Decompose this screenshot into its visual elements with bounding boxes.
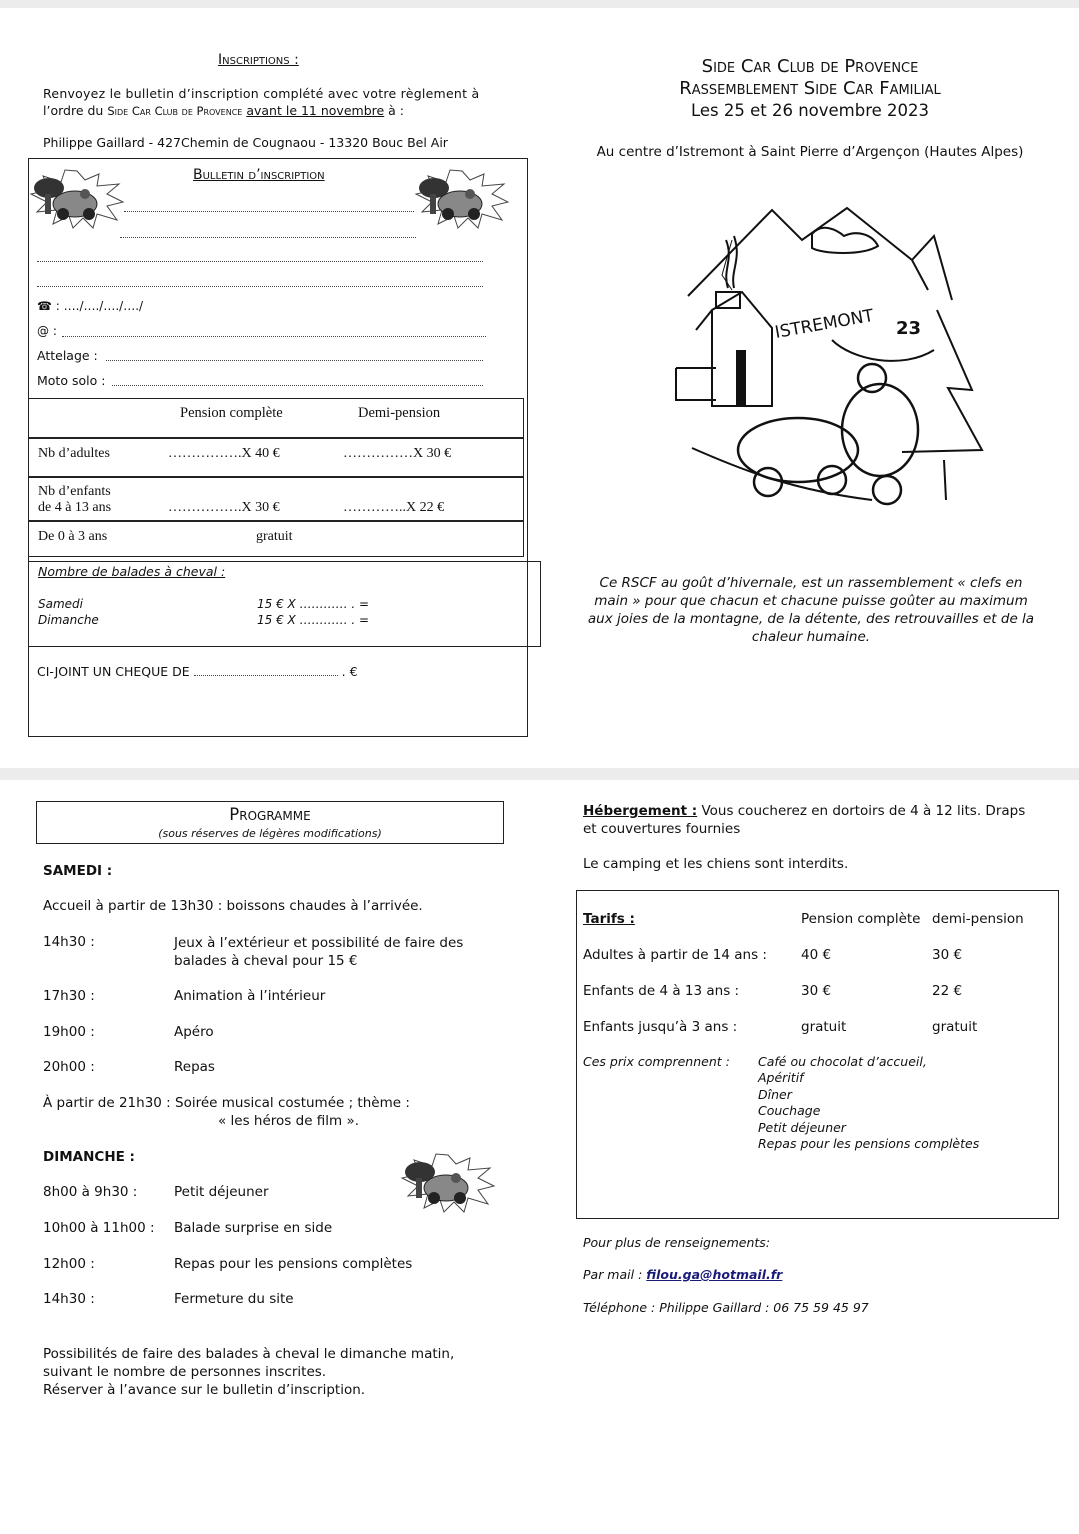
sunday-time: 8h00 à 9h30 : xyxy=(43,1184,138,1200)
contact-phone-label: Téléphone : xyxy=(583,1300,656,1315)
tarifs-includes-list xyxy=(758,1054,979,1152)
contact-mail-link[interactable]: filou.ga@hotmail.fr xyxy=(646,1267,783,1282)
cheque-currency: . € xyxy=(341,664,358,679)
adults-full-field[interactable]: …………….X 40 € xyxy=(168,446,280,461)
sidecar-logo-icon xyxy=(27,166,127,232)
children-label xyxy=(38,484,111,516)
hebergement-text2: et couvertures fournies xyxy=(583,821,741,837)
phone-icon: ☎ xyxy=(37,299,52,313)
cheque-line xyxy=(37,664,358,679)
firstname-field[interactable] xyxy=(120,228,416,238)
evening-line2: « les héros de film ». xyxy=(218,1113,360,1129)
col-full-header: Pension complète xyxy=(180,405,283,421)
saturday-welcome: Accueil à partir de 13h30 : boissons chaudes à l’arrivée. xyxy=(43,898,423,914)
programme-note-line1: Possibilités de faire des balades à cheval le dimanche matin, xyxy=(43,1346,455,1362)
club-name: Side Car Club de Provence xyxy=(701,56,919,77)
programme-subtitle: (sous réserves de légères modifications) xyxy=(158,827,382,840)
hebergement-label: Hébergement : xyxy=(583,803,698,819)
inscriptions-line2 xyxy=(43,103,404,118)
email-field[interactable] xyxy=(62,327,486,337)
saturday-activity: Animation à l’intérieur xyxy=(174,988,326,1004)
col-half-header: Demi-pension xyxy=(358,405,441,421)
inscriptions-line2-prefix: l’ordre du xyxy=(43,103,104,118)
inscriptions-line1: Renvoyez le bulletin d’inscription complété avec votre règlement à xyxy=(43,86,480,101)
inscriptions-deadline: avant le 11 novembre xyxy=(246,103,385,118)
tarifs-row-label: Enfants jusqu’à 3 ans : xyxy=(583,1019,738,1035)
istremont-illustration-icon xyxy=(672,200,992,506)
tarifs-row-label: Enfants de 4 à 13 ans : xyxy=(583,983,740,999)
programme-title: Programme xyxy=(229,805,311,824)
address-field[interactable] xyxy=(37,252,483,262)
moto-field[interactable] xyxy=(112,376,483,386)
children-full-field[interactable]: …………….X 30 € xyxy=(168,500,280,515)
tarifs-row-full: gratuit xyxy=(801,1019,847,1035)
horse-sunday-label: Dimanche xyxy=(38,613,99,627)
inscriptions-line2-suffix: à : xyxy=(388,103,405,118)
tarifs-includes-label: Ces prix comprennent : xyxy=(583,1054,730,1069)
cheque-label: CI-JOINT UN CHEQUE DE xyxy=(37,664,190,679)
sidecar-logo-icon xyxy=(412,166,512,232)
adults-half-field[interactable]: ……………X 30 € xyxy=(343,446,452,461)
programme-note-line2: suivant le nombre de personnes inscrites. xyxy=(43,1364,327,1380)
sunday-activity: Fermeture du site xyxy=(174,1291,294,1307)
contact-mail-line xyxy=(583,1267,782,1282)
evening-line1: À partir de 21h30 : Soirée musical costumée ; thème : xyxy=(43,1095,410,1111)
event-name: Rassemblement Side Car Familial xyxy=(679,78,941,99)
sidecar-logo-icon xyxy=(398,1150,498,1216)
horse-title: Nombre de balades à cheval : xyxy=(38,564,226,579)
saturday-time: 20h00 : xyxy=(43,1059,95,1075)
city-field[interactable] xyxy=(37,277,483,287)
contact-info: Pour plus de renseignements: xyxy=(583,1235,771,1250)
saturday-activity xyxy=(174,934,463,970)
illustration-number: 23 xyxy=(896,318,922,339)
sunday-time: 12h00 : xyxy=(43,1256,95,1272)
moto-label: Moto solo : xyxy=(37,373,106,388)
tarifs-include-item: Café ou chocolat d’accueil, xyxy=(758,1054,927,1069)
attelage-label: Attelage : xyxy=(37,348,98,363)
contact-phone-line xyxy=(583,1300,869,1315)
sunday-activity: Balade surprise en side xyxy=(174,1220,333,1236)
illustration-label: ISTREMONT xyxy=(773,305,876,343)
sunday-activity: Petit déjeuner xyxy=(174,1184,269,1200)
name-field[interactable] xyxy=(124,202,414,212)
horse-saturday-field[interactable]: 15 € X ………… . = xyxy=(257,597,370,611)
inscriptions-club: Side Car Club de Provence xyxy=(107,104,243,118)
saturday-activity: Repas xyxy=(174,1059,215,1075)
hebergement-rules: Le camping et les chiens sont interdits. xyxy=(583,856,849,872)
tarifs-title: Tarifs : xyxy=(583,911,635,927)
tarifs-col-half: demi-pension xyxy=(932,911,1024,927)
adults-label: Nb d’adultes xyxy=(38,446,110,461)
phone-field[interactable]: : …./…./…./…./ xyxy=(55,299,144,313)
attelage-field[interactable] xyxy=(106,351,483,361)
tarifs-row-half: 30 € xyxy=(932,947,963,963)
email-label: @ : xyxy=(37,324,57,338)
hebergement-text1: Vous coucherez en dortoirs de 4 à 12 lits. Draps xyxy=(701,803,1026,819)
horse-sunday-field[interactable]: 15 € X ………… . = xyxy=(257,613,370,627)
saturday-activity-line2: balades à cheval pour 15 € xyxy=(174,953,358,969)
bulletin-title: Bulletin d’inscription xyxy=(193,167,325,183)
cheque-amount-field[interactable] xyxy=(194,666,338,676)
tarifs-row-half: gratuit xyxy=(932,1019,978,1035)
sunday-time: 10h00 à 11h00 : xyxy=(43,1220,155,1236)
tarifs-include-item: Repas pour les pensions complètes xyxy=(758,1136,980,1152)
programme-note xyxy=(43,1345,454,1399)
tarifs-include-item: Dîner xyxy=(758,1086,792,1102)
tarifs-include-item: Petit déjeuner xyxy=(758,1119,846,1135)
saturday-time: 17h30 : xyxy=(43,988,95,1004)
tarifs-include-item: Couchage xyxy=(758,1103,821,1119)
tarifs-row-label: Adultes à partir de 14 ans : xyxy=(583,947,767,963)
tarifs-row-full: 30 € xyxy=(801,983,832,999)
saturday-activity: Apéro xyxy=(174,1024,214,1040)
tarifs-row-full: 40 € xyxy=(801,947,832,963)
tarifs-include-item: Apéritif xyxy=(758,1070,804,1086)
infants-label: De 0 à 3 ans xyxy=(38,529,108,544)
children-label-line2: de 4 à 13 ans xyxy=(38,500,112,515)
children-half-field[interactable]: …………..X 22 € xyxy=(343,500,445,515)
inscriptions-address: Philippe Gaillard - 427Chemin de Cougnaou - 13320 Bouc Bel Air xyxy=(43,135,448,150)
phone-line xyxy=(37,299,143,313)
tarifs-row-half: 22 € xyxy=(932,983,963,999)
tarifs-col-full: Pension complète xyxy=(801,911,921,927)
children-label-line1: Nb d’enfants xyxy=(38,484,111,499)
saturday-title: SAMEDI : xyxy=(43,863,113,879)
event-location: Au centre d’Istremont à Saint Pierre d’Argençon (Hautes Alpes) xyxy=(596,144,1024,160)
sunday-title: DIMANCHE : xyxy=(43,1149,135,1165)
saturday-activity-line1: Jeux à l’extérieur et possibilité de faire des xyxy=(174,935,464,951)
infants-value: gratuit xyxy=(256,529,293,544)
hebergement-block xyxy=(583,802,1025,838)
sunday-time: 14h30 : xyxy=(43,1291,95,1307)
programme-note-line3: Réserver à l’avance sur le bulletin d’inscription. xyxy=(43,1382,366,1398)
saturday-time: 19h00 : xyxy=(43,1024,95,1040)
sunday-activity: Repas pour les pensions complètes xyxy=(174,1256,413,1272)
header-block xyxy=(560,56,1060,122)
contact-phone-value: Philippe Gaillard : 06 75 59 45 97 xyxy=(659,1300,869,1315)
horse-saturday-label: Samedi xyxy=(38,597,83,611)
saturday-time: 14h30 : xyxy=(43,934,95,950)
contact-mail-label: Par mail : xyxy=(583,1267,643,1282)
inscriptions-title: Inscriptions : xyxy=(218,52,299,68)
page-divider-band xyxy=(0,768,1079,780)
event-dates: Les 25 et 26 novembre 2023 xyxy=(690,101,930,120)
event-description: Ce RSCF au goût d’hivernale, est un rassemblement « clefs en main » pour que chacun et chacune puisse goûter au maximum aux joies de la montagne, de la détente, des retrouvailles et de la chaleur humaine. xyxy=(587,575,1035,645)
email-line xyxy=(37,324,57,338)
page-top-band xyxy=(0,0,1079,8)
